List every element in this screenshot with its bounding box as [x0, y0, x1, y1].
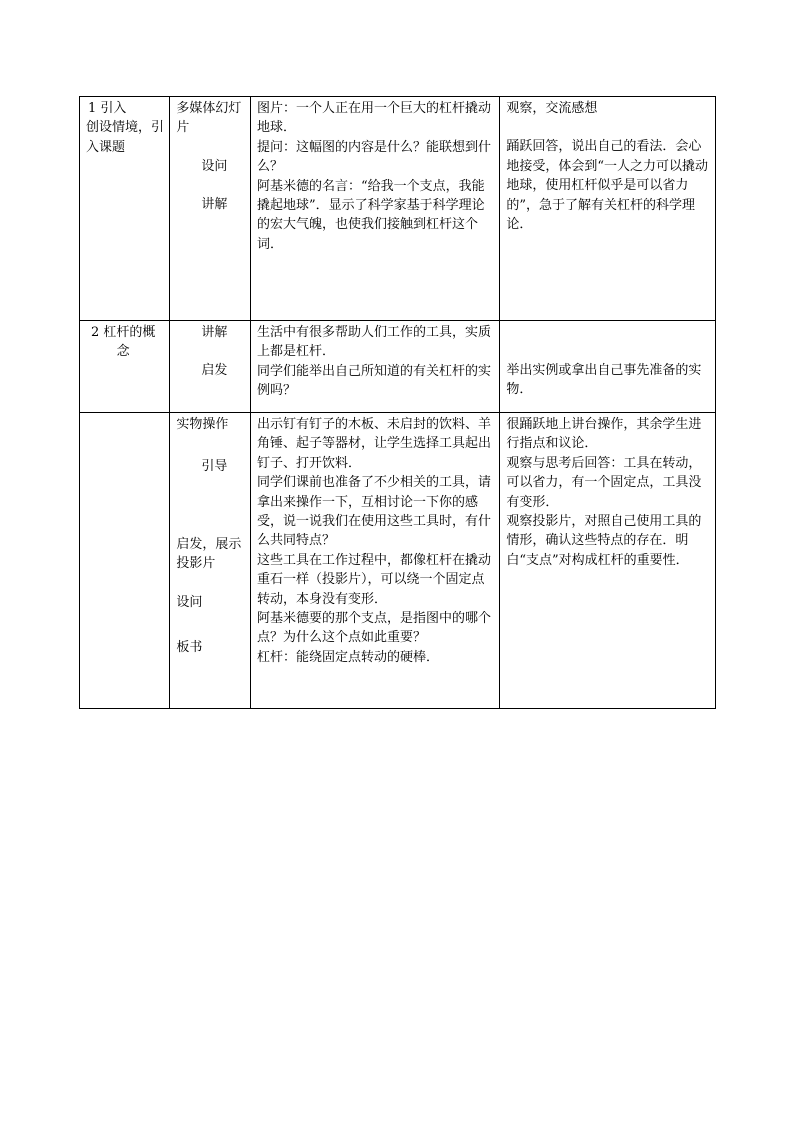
method-label: 引导: [201, 459, 228, 475]
teacher-text: 图片：一个人正在用一个巨大的杠杆撬动地球．: [256, 101, 491, 136]
method-label: 设问: [201, 158, 228, 174]
method-cell: [170, 97, 251, 321]
method-label: 设问: [176, 594, 203, 610]
student-activity-cell: [500, 97, 716, 321]
teacher-activity-cell: [250, 97, 499, 321]
student-activity-cell: [500, 413, 716, 709]
teacher-text: 同学们课前也准备了不少相关的工具，请拿出来操作一下，互相讨论一下你的感受，说一说我们在使用这些工具时，有什么共同特点？: [256, 475, 491, 549]
method-label: 多媒体幻灯片: [176, 101, 242, 136]
method-label: 实物操作: [176, 417, 229, 432]
teacher-text: 杠杆：能绕固定点转动的硬棒．: [256, 649, 439, 665]
student-text: 举出实例或拿出自己事先准备的实物．: [506, 363, 702, 398]
teacher-text: 阿基米德要的那个支点，是指图中的哪个点？为什么这个点如此重要？: [256, 611, 491, 646]
teacher-text: 生活中有很多帮助人们工作的工具，实质上都是杠杆．: [256, 325, 491, 360]
method-label: 讲解: [201, 197, 228, 213]
method-label: 启发，展示投影片: [176, 536, 242, 572]
stage-title: 创设情境，引入课题: [86, 120, 165, 155]
student-text: 观察，交流感想: [506, 101, 598, 116]
student-text: 观察投影片，对照自己使用工具的情形，确认这些特点的存在．明白“支点”对构成杠杆的重要性．: [506, 514, 702, 568]
teacher-text: 阿基米德的名言：“给我一个支点，我能撬起地球”．显示了科学家基于科学理论的宏大气魄，也使我们接触到杠杆这个词．: [256, 178, 485, 252]
stage-cell: [80, 321, 170, 413]
stage-title: 2 杠杆的概念: [90, 325, 156, 360]
student-text: 很踊跃地上讲台操作，其余学生进行指点和议论．: [506, 417, 702, 452]
student-text: 观察与思考后回答：工具在转动，可以省力，有一个固定点，工具没有变形．: [506, 455, 702, 510]
teacher-text: 同学们能举出自己所知道的有关杠杆的实例吗？: [256, 363, 491, 399]
teacher-text: 这些工具在工作过程中，都像杠杆在撬动重石一样（投影片），可以绕一个固定点转动，本身没有变形．: [256, 552, 491, 607]
teacher-text: 提问：这幅图的内容是什么？能联想到什么？: [256, 139, 491, 175]
method-label: 启发: [201, 363, 228, 379]
student-activity-cell: [500, 321, 716, 413]
method-label: 讲解: [201, 325, 228, 340]
stage-number: 1 引入: [88, 101, 127, 116]
student-text: 踊跃回答，说出自己的看法．会心地接受，体会到“一人之力可以撬动地球，使用杠杆似乎是可以省力的”，急于了解有关杠杆的科学理论．: [506, 139, 708, 233]
table-row: [80, 321, 716, 413]
table-row: [80, 97, 716, 321]
method-cell: [170, 413, 251, 709]
stage-cell: [80, 97, 170, 321]
method-cell: [170, 321, 251, 413]
lesson-plan-table: [79, 96, 716, 709]
teacher-activity-cell: [250, 321, 499, 413]
teacher-text: 出示钉有钉子的木板、未启封的饮料、羊角锤、起子等器材，让学生选择工具起出钉子、打开饮料．: [256, 417, 491, 471]
table-row: [80, 413, 716, 709]
method-label: 板书: [176, 640, 203, 656]
teacher-activity-cell: [250, 413, 499, 709]
stage-cell: [80, 413, 170, 709]
